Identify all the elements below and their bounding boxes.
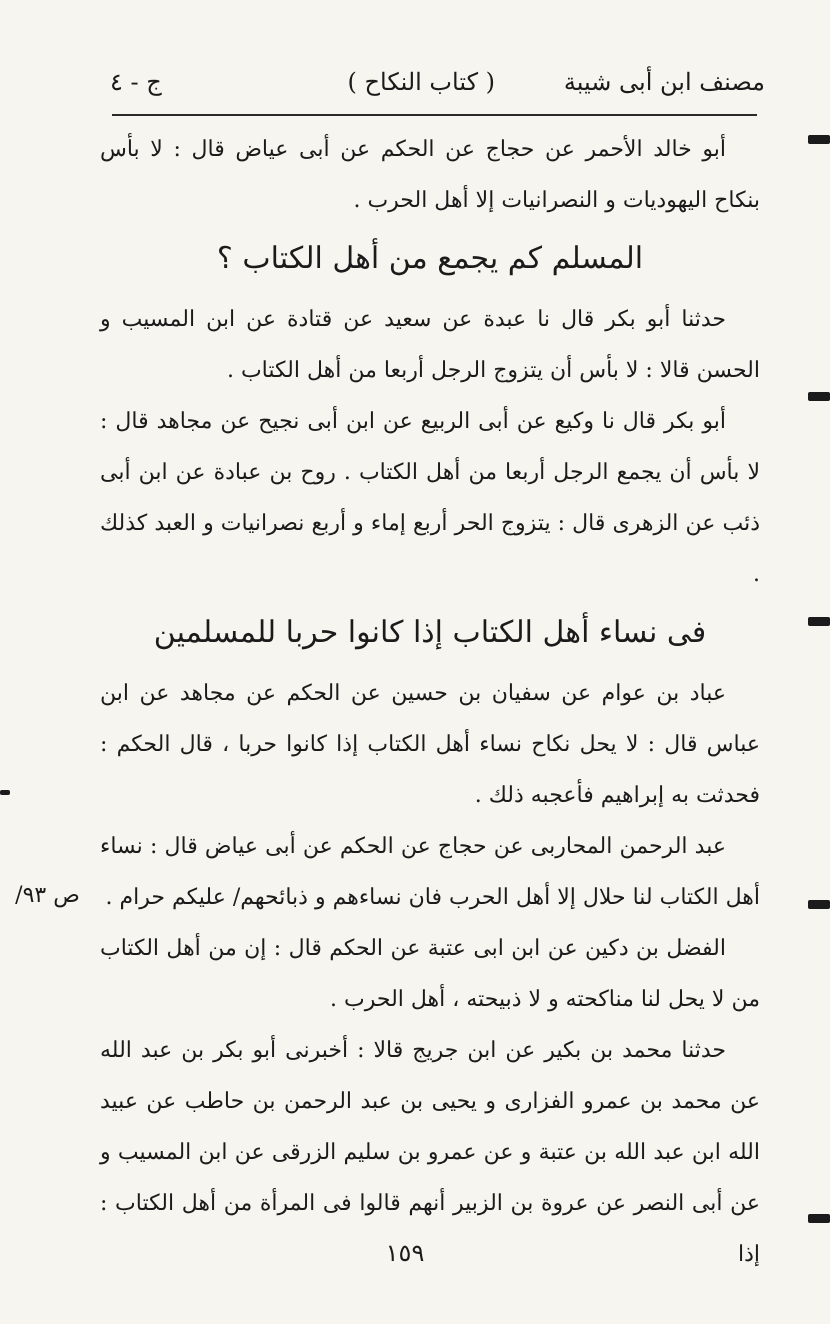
paragraph: حدثنا أبو بكر قال نا عبدة عن سعيد عن قتادة عن ابن المسيب و الحسن قالا : لا بأس أن يتزوج الرجل أربعا من أهل الكتاب . bbox=[100, 307, 760, 383]
paragraph: عباد بن عوام عن سفيان بن حسين عن الحكم عن مجاهد عن ابن عباس قال : لا يحل نكاح نساء أهل الكتاب إذا كانوا حربا ، قال الحكم : فحدثت به إبراهيم فأعجبه ذلك . bbox=[100, 681, 760, 808]
paragraph: حدثنا محمد بن بكير عن ابن جريج قالا : أخبرنى أبو بكر بن عبد الله عن محمد بن عمرو الفزارى و يحيى بن عبد الرحمن بن حاطب عن عبيد الله ابن عبد الله بن عتبة و عن عمرو بن سليم الزرقى عن ابن المسيب و عن أبى النصر عن عروة بن الزبير أنهم قالوا فى المرأة من أهل الكتاب : إذا bbox=[100, 1038, 760, 1267]
scan-edge-mark bbox=[0, 790, 10, 795]
header-volume: ج - ٤ bbox=[110, 68, 162, 96]
margin-page-reference: ص ٩٣/ bbox=[15, 883, 80, 908]
running-header bbox=[110, 62, 765, 102]
header-chapter-title: ( كتاب النكاح ) bbox=[347, 68, 495, 96]
header-rule bbox=[112, 114, 757, 116]
scan-edge-mark bbox=[808, 900, 830, 909]
page-number: ١٥٩ bbox=[385, 1239, 425, 1267]
paragraph: أبو بكر قال نا وكيع عن أبى الربيع عن ابن أبى نجيح عن مجاهد قال : لا بأس أن يجمع الرجل أربعا من أهل الكتاب . روح بن عبادة عن ابن أبى ذئب عن الزهرى قال : يتزوج الحر أربع إماء و أربع نصرانيات و العبد كذلك . bbox=[100, 409, 760, 587]
scan-edge-mark bbox=[808, 392, 830, 401]
page-body bbox=[100, 124, 760, 1280]
scan-edge-mark bbox=[808, 1214, 830, 1223]
scan-edge-mark bbox=[808, 617, 830, 626]
header-book-title: مصنف ابن أبى شيبة bbox=[563, 68, 765, 96]
paragraph: عبد الرحمن المحاربى عن حجاج عن الحكم عن أبى عياض قال : نساء أهل الكتاب لنا حلال إلا أهل الحرب فان نساءهم و ذبائحهم/ عليكم حرام . bbox=[100, 834, 760, 910]
section-heading: فى نساء أهل الكتاب إذا كانوا حربا للمسلمين bbox=[153, 615, 707, 650]
scan-edge-mark bbox=[808, 135, 830, 144]
paragraph: أبو خالد الأحمر عن حجاج عن الحكم عن أبى عياض قال : لا بأس بنكاح اليهوديات و النصرانيات إلا أهل الحرب . bbox=[100, 137, 760, 213]
section-heading: المسلم كم يجمع من أهل الكتاب ؟ bbox=[216, 241, 644, 276]
paragraph: الفضل بن دكين عن ابن ابى عتبة عن الحكم قال : إن من أهل الكتاب من لا يحل لنا مناكحته و لا ذبيحته ، أهل الحرب . bbox=[100, 936, 760, 1012]
